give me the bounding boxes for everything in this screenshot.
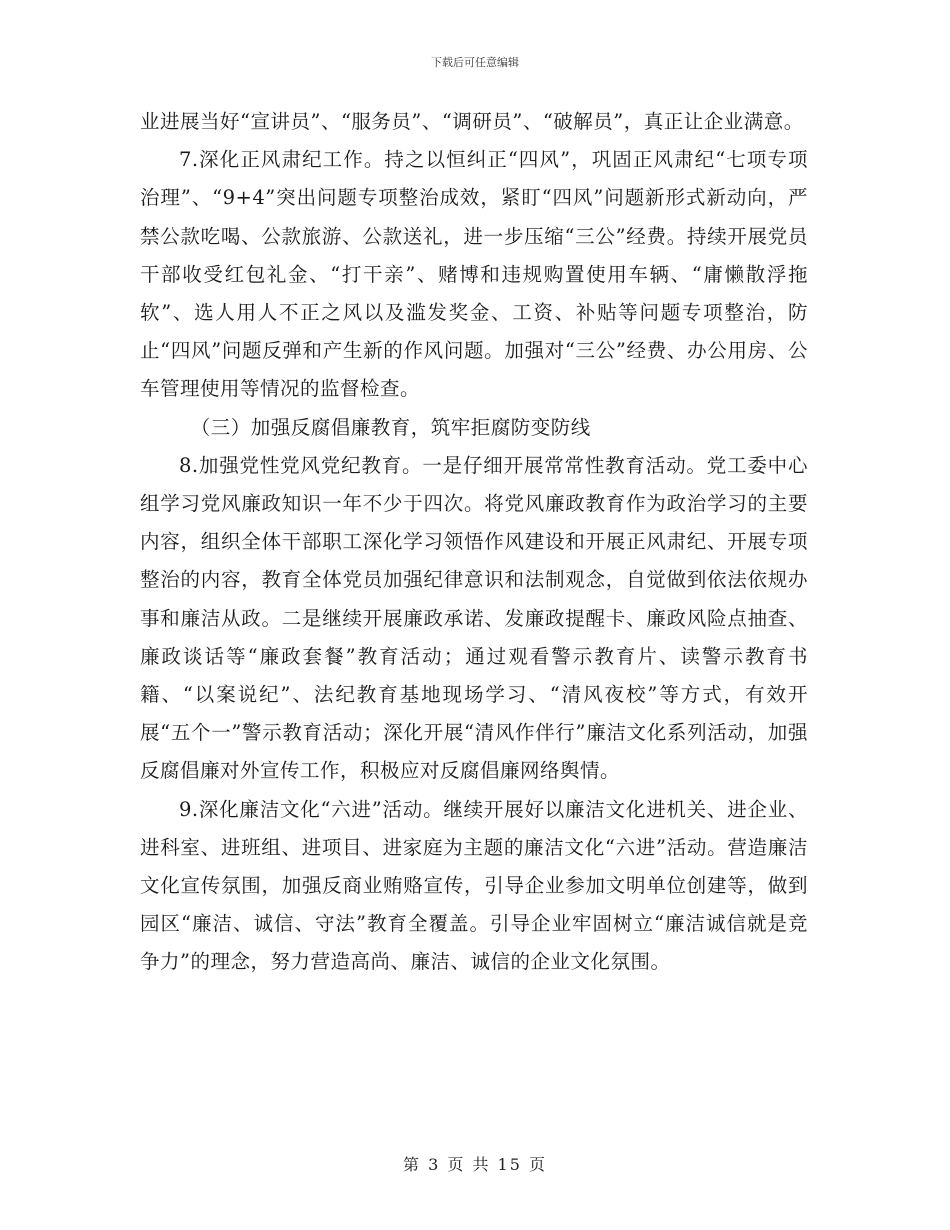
- page-header: 下载后可任意编辑: [431, 56, 519, 69]
- paragraph-item-9: 9.深化廉洁文化“六进”活动。继续开展好以廉洁文化进机关、进企业、进科室、进班组、进项目、进家庭为主题的廉洁文化“六进”活动。营造廉洁文化宣传氛围，加强反商业贿赂宣传，引导企业参加文明单位创建等，做到园区“廉洁、诚信、守法”教育全覆盖。引导企业牢固树立“廉洁诚信就是竞争力”的理念，努力营造高尚、廉洁、诚信的企业文化氛围。: [140, 797, 808, 974]
- paragraph-item-8: 8.加强党性党风党纪教育。一是仔细开展常常性教育活动。党工委中心组学习党风廉政知识一年不少于四次。将党风廉政教育作为政治学习的主要内容，组织全体干部职工深化学习领悟作风建设和开展正风肃纪、开展专项整治的内容，教育全体党员加强纪律意识和法制观念，自觉做到依法依规办事和廉洁从政。二是继续开展廉政承诺、发廉政提醒卡、廉政风险点抽查、廉政谈话等“廉政套餐”教育活动；通过观看警示教育片、读警示教育书籍、“以案说纪”、法纪教育基地现场学习、“清风夜校”等方式，有效开展“五个一”警示教育活动；深化开展“清风作伴行”廉洁文化系列活动，加强反腐倡廉对外宣传工作，积极应对反腐倡廉网络舆情。: [140, 453, 808, 783]
- section-heading: （三）加强反腐倡廉教育，筑牢拒腐防变防线: [190, 415, 591, 439]
- paragraph-item-7: 7.深化正风肃纪工作。持之以恒纠正“四风”，巩固正风肃纪“七项专项治理”、“9+4”突出问题专项整治成效，紧盯“四风”问题新形式新动向，严禁公款吃喝、公款旅游、公款送礼，进一步压缩“三公”经费。持续开展党员干部收受红包礼金、“打干亲”、赌博和违规购置使用车辆、“庸懒散浮拖软”、选人用人不正之风以及滥发奖金、工资、补贴等问题专项整治，防止“四风”问题反弹和产生新的作风问题。加强对“三公”经费、办公用房、公车管理使用等情况的监督检查。: [140, 148, 808, 401]
- document-body: [140, 103, 808, 982]
- paragraph-continuation: 业进展当好“宣讲员”、“服务员”、“调研员”、“破解员”，真正让企业满意。: [140, 110, 804, 133]
- page-footer: 第 3 页 共 15 页: [403, 1155, 547, 1174]
